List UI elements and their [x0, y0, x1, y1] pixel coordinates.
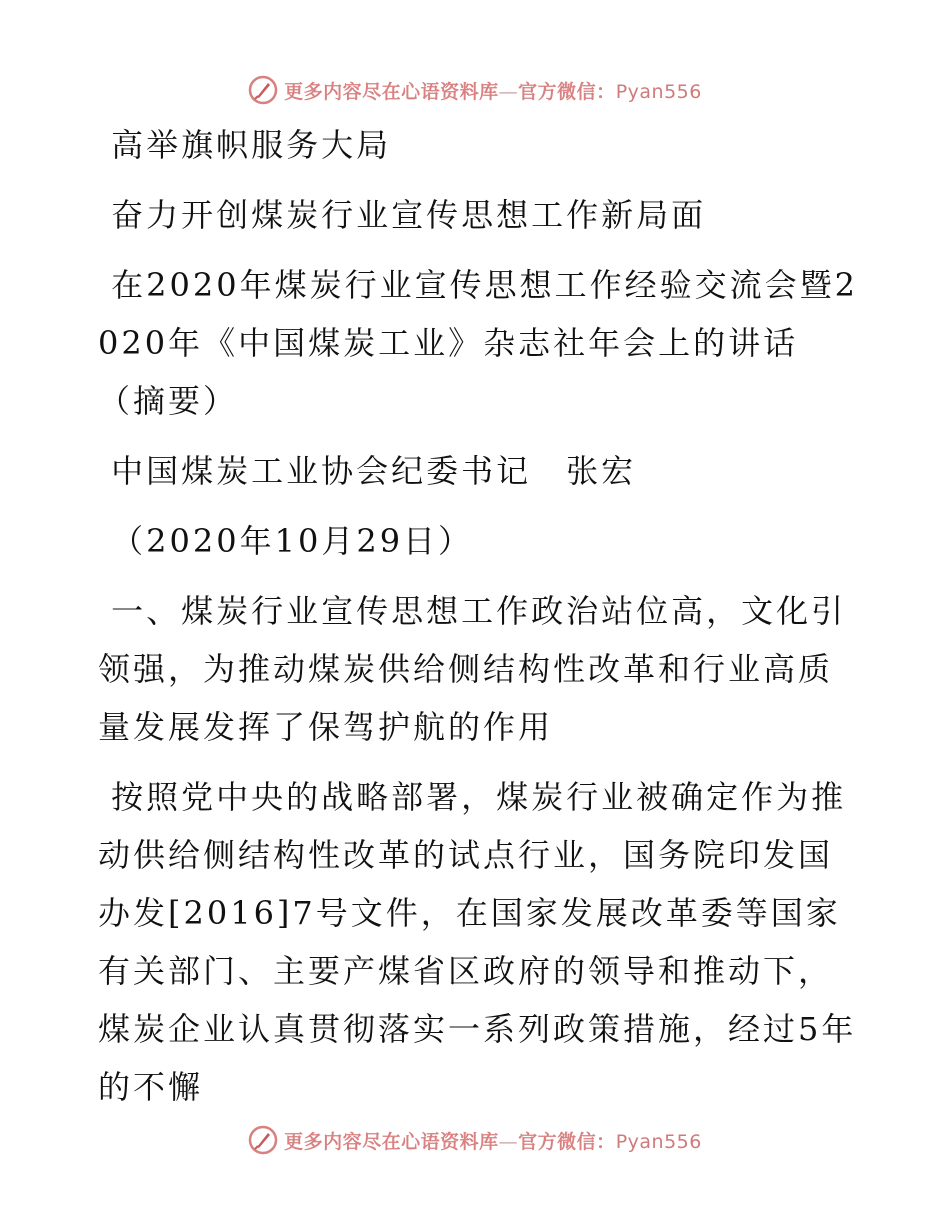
watermark-text: 更多内容尽在心语资料库—官方微信：Pyan556 [284, 80, 702, 103]
document-author: 中国煤炭工业协会纪委书记 张宏 [98, 452, 637, 490]
watermark-footer [0, 1120, 950, 1160]
document-body [98, 116, 858, 1116]
document-date: （2020年10月29日） [98, 522, 474, 560]
quill-circle-icon [248, 1125, 278, 1155]
watermark-text: 更多内容尽在心语资料库—官方微信：Pyan556 [284, 1130, 702, 1153]
quill-circle-icon [248, 75, 278, 105]
watermark-header [0, 70, 950, 110]
document-title-line-2: 奋力开创煤炭行业宣传思想工作新局面 [98, 196, 707, 234]
document-subtitle: 在2020年煤炭行业宣传思想工作经验交流会暨2020年《中国煤炭工业》杂志社年会上的讲话（摘要） [98, 266, 858, 420]
document-title-line-1: 高举旗帜服务大局 [98, 126, 392, 164]
body-paragraph: 按照党中央的战略部署，煤炭行业被确定作为推动供给侧结构性改革的试点行业，国务院印发国办发[2016]7号文件，在国家发展改革委等国家有关部门、主要产煤省区政府的领导和推动下，煤炭企业认真贯彻落实一系列政策措施，经过5年的不懈 [98, 778, 857, 1106]
section-heading: 一、煤炭行业宣传思想工作政治站位高，文化引领强，为推动煤炭供给侧结构性改革和行业高质量发展发挥了保驾护航的作用 [98, 592, 847, 746]
